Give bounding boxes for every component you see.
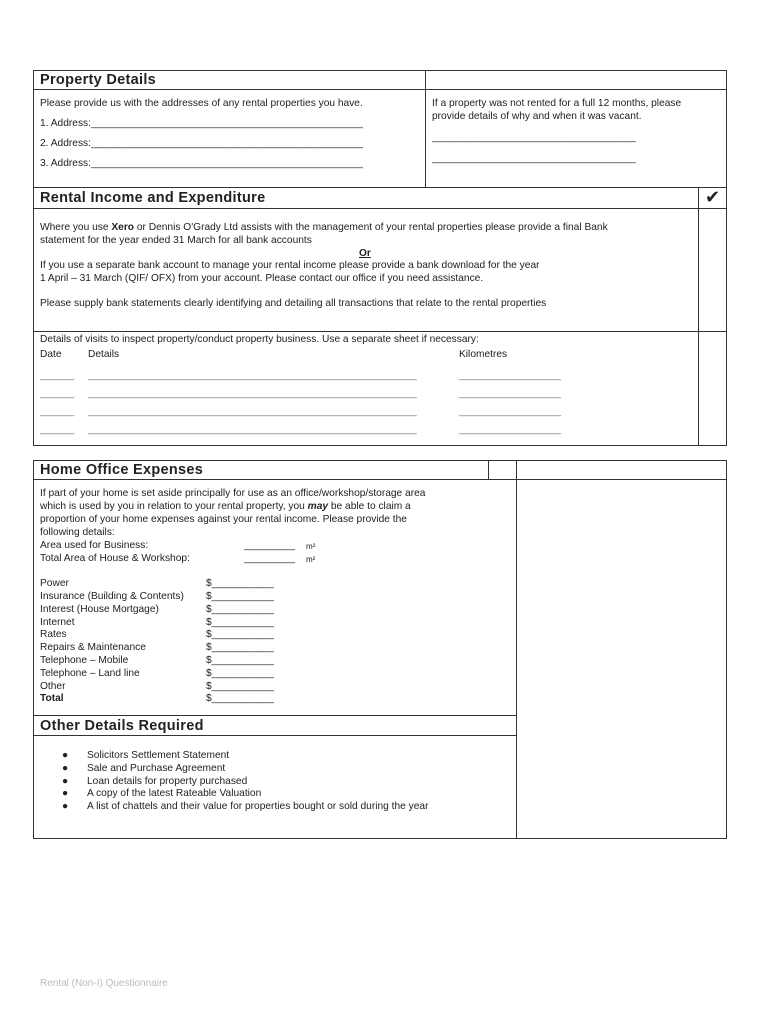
visit-km-blank[interactable]: __________________ [459, 370, 561, 381]
area-total-field[interactable]: _________ [244, 553, 295, 564]
address-field-1[interactable]: 1. Address:________________________________________________ [40, 118, 363, 129]
rental-income-heading: Rental Income and Expenditure [40, 190, 266, 206]
other-details-heading: Other Details Required [40, 718, 204, 734]
address-field-3[interactable]: 3. Address:________________________________________________ [40, 158, 363, 169]
expense-field[interactable]: $___________ [206, 617, 274, 628]
expense-total-field[interactable]: $___________ [206, 693, 274, 704]
home-office-heading: Home Office Expenses [40, 462, 204, 478]
expense-label-internet: Internet [40, 617, 75, 628]
expense-field[interactable]: $___________ [206, 578, 274, 589]
expense-field[interactable]: $___________ [206, 668, 274, 679]
home-office-intro-4: following details: [40, 527, 115, 538]
area-business-field[interactable]: _________ [244, 540, 295, 551]
expense-field[interactable]: $___________ [206, 655, 274, 666]
expense-label-landline: Telephone – Land line [40, 668, 140, 679]
visit-details-blank[interactable]: __________________________________________________________ [88, 388, 417, 399]
property-details-heading: Property Details [40, 72, 157, 88]
bullet-icon: ● [62, 776, 69, 787]
vacant-note-line2: provide details of why and when it was vacant. [432, 111, 642, 122]
expense-field[interactable]: $___________ [206, 642, 274, 653]
home-office-intro-2: which is used by you in relation to your rental property, you may be able to claim a [40, 501, 411, 512]
expense-label-insurance: Insurance (Building & Contents) [40, 591, 184, 602]
visit-km-blank[interactable]: __________________ [459, 406, 561, 417]
expense-label-repairs: Repairs & Maintenance [40, 642, 146, 653]
footer-title: Rental (Non-I) Questionnaire [40, 978, 168, 989]
area-total-label: Total Area of House & Workshop: [40, 553, 190, 564]
bullet-icon: ● [62, 750, 69, 761]
rental-para1-line1: Where you use Xero or Dennis O'Grady Ltd assists with the management of your rental properties please provide a final Bank [40, 222, 608, 233]
expense-label-interest: Interest (House Mortgage) [40, 604, 159, 615]
visits-intro: Details of visits to inspect property/conduct property business. Use a separate sheet if necessary: [40, 334, 479, 345]
address-field-2[interactable]: 2. Address:________________________________________________ [40, 138, 363, 149]
expense-label-power: Power [40, 578, 69, 589]
expense-total-label: Total [40, 693, 64, 704]
list-item: Solicitors Settlement Statement [87, 750, 230, 761]
list-item: A list of chattels and their value for properties bought or sold during the year [87, 801, 429, 812]
visit-km-blank[interactable]: __________________ [459, 388, 561, 399]
bullet-icon: ● [62, 788, 69, 799]
home-office-intro-1: If part of your home is set aside principally for use as an office/workshop/storage area [40, 488, 426, 499]
expense-label-mobile: Telephone – Mobile [40, 655, 129, 666]
area-business-label: Area used for Business: [40, 540, 149, 551]
area-unit: m² [306, 555, 316, 564]
expense-field[interactable]: $___________ [206, 604, 274, 615]
visit-date-blank[interactable]: ______ [40, 370, 74, 381]
expense-label-rates: Rates [40, 629, 67, 640]
or-label: Or [359, 248, 371, 259]
rental-para2-line1: If you use a separate bank account to manage your rental income please provide a bank download for the year [40, 260, 540, 271]
expense-field[interactable]: $___________ [206, 681, 274, 692]
visit-details-blank[interactable]: __________________________________________________________ [88, 370, 417, 381]
list-item: Sale and Purchase Agreement [87, 763, 226, 774]
bullet-icon: ● [62, 801, 69, 812]
col-date-header: Date [40, 349, 62, 360]
area-unit: m² [306, 542, 316, 551]
list-item: Loan details for property purchased [87, 776, 248, 787]
visit-date-blank[interactable]: ______ [40, 406, 74, 417]
checkmark-icon: ✔ [705, 187, 721, 208]
visit-km-blank[interactable]: __________________ [459, 424, 561, 435]
visit-date-blank[interactable]: ______ [40, 424, 74, 435]
bullet-icon: ● [62, 763, 69, 774]
expense-label-other: Other [40, 681, 66, 692]
property-intro-text: Please provide us with the addresses of any rental properties you have. [40, 98, 363, 109]
visit-details-blank[interactable]: __________________________________________________________ [88, 406, 417, 417]
rental-para3: Please supply bank statements clearly identifying and detailing all transactions that relate to the rental properties [40, 298, 547, 309]
expense-field[interactable]: $___________ [206, 591, 274, 602]
expense-field[interactable]: $___________ [206, 629, 274, 640]
col-km-header: Kilometres [459, 349, 508, 360]
rental-para1-line2: statement for the year ended 31 March for all bank accounts [40, 235, 312, 246]
col-details-header: Details [88, 349, 120, 360]
home-office-intro-3: proportion of your home expenses against your rental income. Please provide the [40, 514, 407, 525]
vacant-blank-1[interactable]: ____________________________________ [432, 132, 636, 143]
vacant-blank-2[interactable]: ____________________________________ [432, 153, 636, 164]
rental-para2-line2: 1 April – 31 March (QIF/ OFX) from your account. Please contact our office if you need assistance. [40, 273, 484, 284]
list-item: A copy of the latest Rateable Valuation [87, 788, 262, 799]
vacant-note-line1: If a property was not rented for a full 12 months, please [432, 98, 682, 109]
visit-details-blank[interactable]: __________________________________________________________ [88, 424, 417, 435]
visit-date-blank[interactable]: ______ [40, 388, 74, 399]
